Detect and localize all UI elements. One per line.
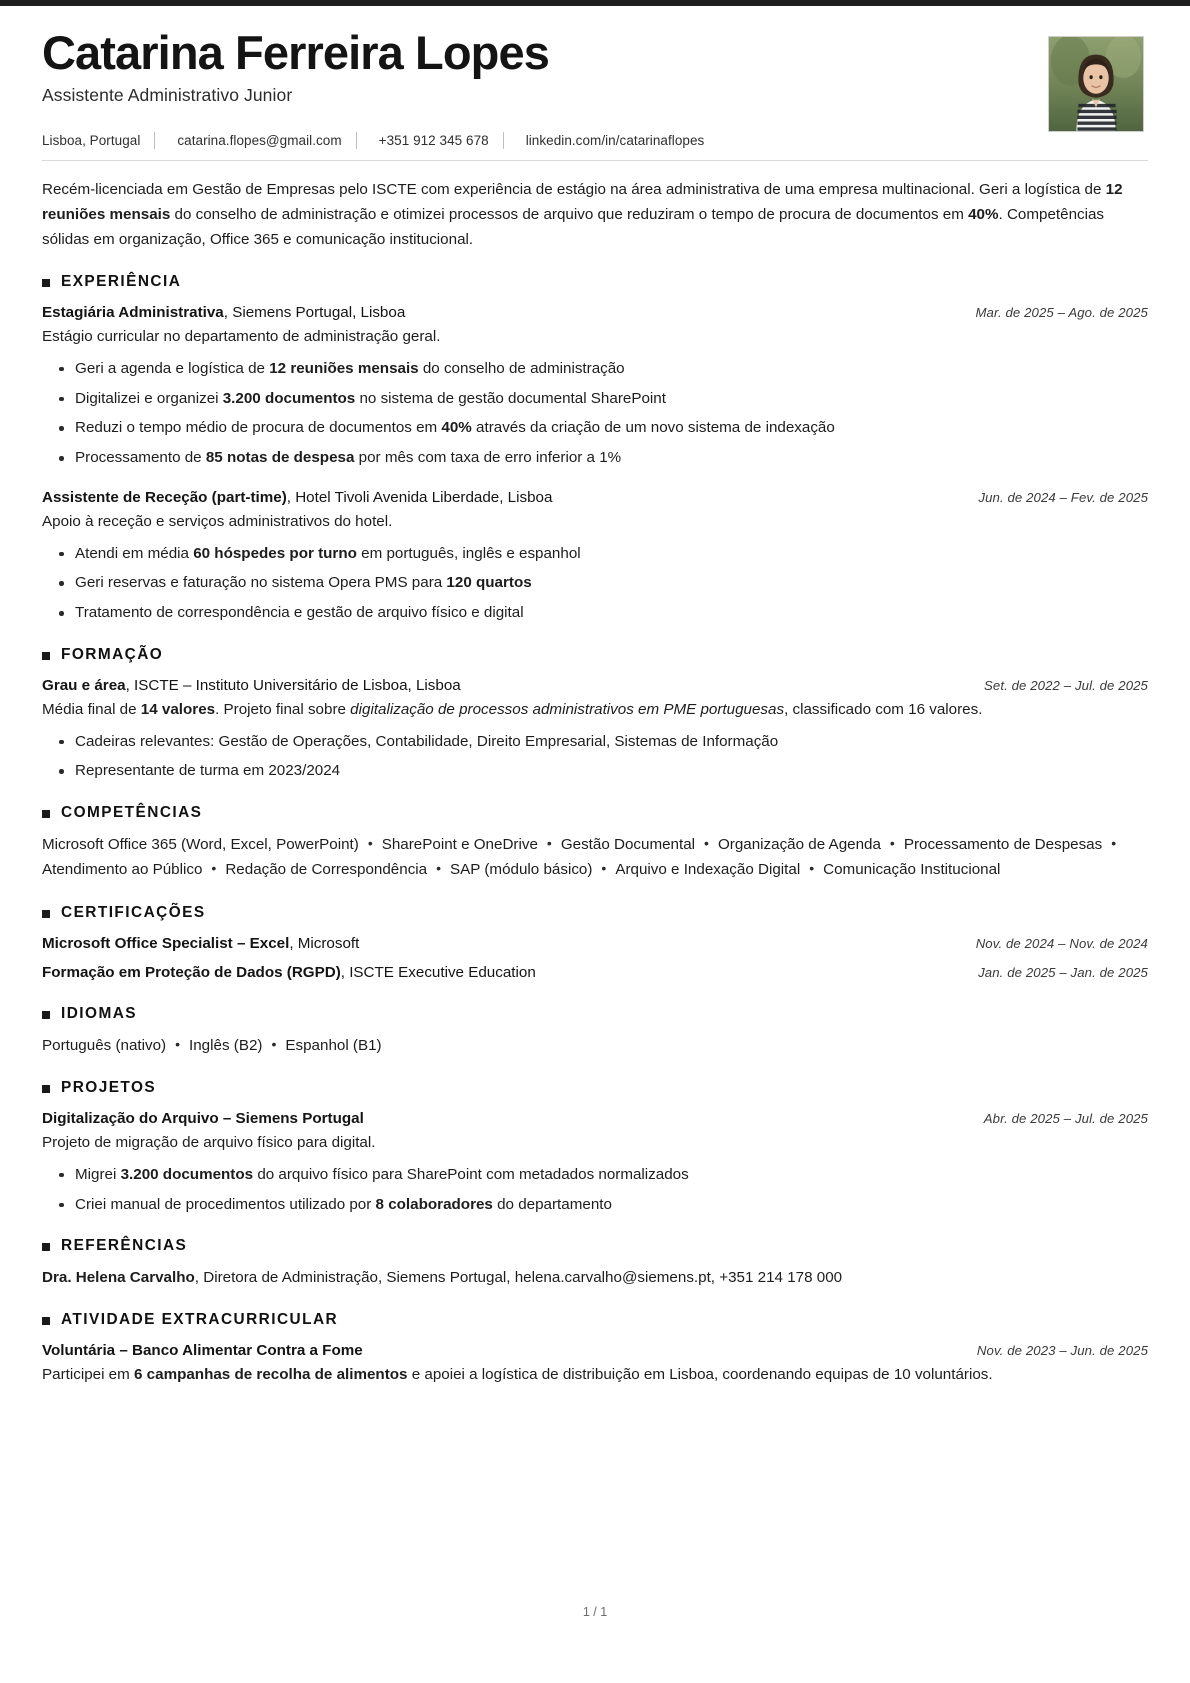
list-item xyxy=(73,1194,1148,1217)
experience-entry-header xyxy=(42,302,1148,324)
extracurricular-name-line xyxy=(42,1340,363,1362)
contact-divider xyxy=(154,132,155,149)
bullet-text-end: do arquivo físico para SharePoint com metadados normalizados xyxy=(253,1165,689,1183)
skill-item: Organização de Agenda xyxy=(717,836,881,854)
contact-divider xyxy=(356,132,357,149)
separator-dot-icon: • xyxy=(546,835,552,852)
bullet-text-end: por mês com taxa de erro inferior a 1% xyxy=(354,449,622,467)
separator-dot-icon: • xyxy=(436,859,442,876)
summary-highlight-1: 12 reuniões mensais xyxy=(42,181,1123,223)
skill-item: SharePoint e OneDrive xyxy=(381,836,538,854)
bullet-text: Geri a agenda e logística de xyxy=(75,359,270,377)
language-item: Português (nativo) xyxy=(42,1036,167,1054)
bullet-text-end: no sistema de gestão documental SharePoint xyxy=(355,389,666,407)
bullet-text: Reduzi o tempo médio de procura de documentos em xyxy=(75,419,442,437)
language-item: Espanhol (B1) xyxy=(285,1036,382,1054)
experience-role: Assistente de Receção (part-time) xyxy=(42,489,287,507)
extracurricular-desc-1: Participei em xyxy=(42,1365,135,1383)
list-item: Cadeiras relevantes: Gestão de Operações, Contabilidade, Direito Empresarial, Sistemas de Informação xyxy=(73,731,1148,754)
certification-name-line xyxy=(42,933,359,955)
list-item xyxy=(73,543,1148,566)
education-desc-3: , classificado com 16 valores. xyxy=(784,701,983,719)
skill-item: Gestão Documental xyxy=(560,836,696,854)
skills-list xyxy=(42,833,1148,882)
experience-role-line xyxy=(42,487,552,509)
extracurricular-entry-header xyxy=(42,1340,1148,1362)
bullet-text: Atendi em média xyxy=(75,544,194,562)
project-name-line xyxy=(42,1108,364,1130)
summary-text-1: Recém-licenciada em Gestão de Empresas pelo ISCTE com experiência de estágio na área administrativa de uma empresa multinacional. Geri a logística de xyxy=(42,181,1106,198)
certification-issuer: , ISCTE Executive Education xyxy=(340,963,536,981)
contact-divider xyxy=(503,132,504,149)
bullet-text: Tratamento de correspondência e gestão de arquivo físico e digital xyxy=(75,604,524,622)
skill-item: Redação de Correspondência xyxy=(225,860,428,878)
page-footer xyxy=(0,1605,1190,1619)
square-bullet-icon xyxy=(42,1085,50,1093)
separator-dot-icon: • xyxy=(809,859,815,876)
bullet-highlight: 3.200 documentos xyxy=(222,389,356,407)
list-item xyxy=(73,602,1148,625)
experience-entry xyxy=(42,487,1148,625)
experience-company: , Hotel Tivoli Avenida Liberdade, Lisboa xyxy=(286,489,553,507)
reference-name: Dra. Helena Carvalho xyxy=(42,1269,195,1287)
section-heading-label: ATIVIDADE EXTRACURRICULAR xyxy=(61,1310,339,1328)
bullet-text: Criei manual de procedimentos utilizado por xyxy=(75,1195,376,1213)
experience-description: Apoio à receção e serviços administrativos do hotel. xyxy=(42,513,393,531)
square-bullet-icon xyxy=(42,1243,50,1251)
education-entry xyxy=(42,675,1148,783)
bullet-text-end: em português, inglês e espanhol xyxy=(356,544,581,562)
experience-description: Estágio curricular no departamento de administração geral. xyxy=(42,328,441,346)
professional-summary xyxy=(42,178,1148,252)
extracurricular-date: Nov. de 2023 – Jun. de 2025 xyxy=(976,1342,1148,1358)
extracurricular-name: Voluntária – Banco Alimentar Contra a Fome xyxy=(42,1341,363,1359)
reference-details: , Diretora de Administração, Siemens Portugal, helena.carvalho@siemens.pt, +351 214 178 000 xyxy=(194,1269,843,1287)
extracurricular-desc-2: e apoiei a logística de distribuição em Lisboa, coordenando equipas de 10 voluntários. xyxy=(407,1365,993,1383)
section-languages xyxy=(42,1005,1148,1059)
bullet-highlight: 40% xyxy=(441,419,472,437)
job-headline: Assistente Administrativo Junior xyxy=(42,84,293,105)
education-degree: Grau e área xyxy=(42,677,126,695)
section-extracurricular xyxy=(42,1311,1148,1387)
certification-name-line xyxy=(42,962,536,984)
resume-header xyxy=(42,28,1148,132)
separator-dot-icon: • xyxy=(1111,835,1117,852)
skill-item: Atendimento ao Público xyxy=(42,860,203,878)
section-heading-label: CERTIFICAÇÕES xyxy=(61,903,206,921)
section-skills xyxy=(42,804,1148,882)
extracurricular-highlight: 6 campanhas de recolha de alimentos xyxy=(134,1365,408,1383)
project-description: Projeto de migração de arquivo físico para digital. xyxy=(42,1134,376,1152)
list-item: Representante de turma em 2023/2024 xyxy=(73,760,1148,783)
square-bullet-icon xyxy=(42,810,50,818)
list-item xyxy=(73,1164,1148,1187)
section-heading-skills xyxy=(42,804,1148,822)
experience-date: Jun. de 2024 – Fev. de 2025 xyxy=(978,490,1148,506)
bullet-text: Migrei xyxy=(75,1165,121,1183)
experience-role-line xyxy=(42,302,405,324)
experience-role: Estagiária Administrativa xyxy=(42,304,224,322)
square-bullet-icon xyxy=(42,910,50,918)
list-item xyxy=(73,572,1148,595)
experience-bullet-list xyxy=(42,358,1148,470)
education-date: Set. de 2022 – Jul. de 2025 xyxy=(983,678,1148,694)
section-heading-label: PROJETOS xyxy=(61,1079,157,1097)
education-description xyxy=(42,698,1148,722)
section-heading-education xyxy=(42,646,1148,664)
header-text-block xyxy=(42,28,1048,124)
contact-email[interactable]: catarina.flopes@gmail.com xyxy=(177,133,342,148)
avatar xyxy=(1048,36,1144,132)
separator-dot-icon: • xyxy=(367,835,373,852)
section-heading-references xyxy=(42,1237,1148,1255)
languages-list xyxy=(42,1034,1148,1059)
list-item xyxy=(73,388,1148,411)
experience-date: Mar. de 2025 – Ago. de 2025 xyxy=(975,305,1148,321)
education-entry-header xyxy=(42,675,1148,697)
square-bullet-icon xyxy=(42,1317,50,1325)
experience-company: , Siemens Portugal, Lisboa xyxy=(223,304,406,322)
certification-name: Microsoft Office Specialist – Excel xyxy=(42,934,290,952)
square-bullet-icon xyxy=(42,1011,50,1019)
section-heading-label: FORMAÇÃO xyxy=(61,646,164,664)
bullet-text: Digitalizei e organizei xyxy=(75,389,223,407)
separator-dot-icon: • xyxy=(175,1035,181,1052)
summary-text-3: . Competências sólidas em organização, Office 365 e comunicação institucional. xyxy=(42,205,1105,248)
certification-name: Formação em Proteção de Dados (RGPD) xyxy=(42,963,341,981)
extracurricular-entry xyxy=(42,1340,1148,1387)
project-name: Digitalização do Arquivo – Siemens Portugal xyxy=(42,1110,364,1128)
separator-dot-icon: • xyxy=(271,1035,277,1052)
project-entry xyxy=(42,1108,1148,1216)
section-heading-experience xyxy=(42,273,1148,291)
section-education xyxy=(42,646,1148,783)
project-entry-header xyxy=(42,1108,1148,1130)
contact-bar xyxy=(42,132,1148,161)
certification-date: Nov. de 2024 – Nov. de 2024 xyxy=(975,935,1148,951)
education-bullet-list xyxy=(42,731,1148,784)
skill-item: SAP (módulo básico) xyxy=(450,860,593,878)
bullet-highlight: 120 quartos xyxy=(446,574,532,592)
page-number: 1 / 1 xyxy=(582,1605,608,1619)
education-desc-1: Média final de xyxy=(42,701,141,719)
extracurricular-description xyxy=(42,1363,1148,1387)
experience-entry-header xyxy=(42,487,1148,509)
experience-entry xyxy=(42,302,1148,470)
education-degree-line xyxy=(42,675,461,697)
certification-row xyxy=(42,933,1148,955)
section-heading-projects xyxy=(42,1079,1148,1097)
separator-dot-icon: • xyxy=(211,859,217,876)
separator-dot-icon: • xyxy=(704,835,709,852)
list-item xyxy=(73,358,1148,381)
skill-item: Processamento de Despesas xyxy=(903,836,1103,854)
section-heading-extracurricular xyxy=(42,1311,1148,1329)
project-date: Abr. de 2025 – Jul. de 2025 xyxy=(983,1111,1148,1127)
education-desc-2: . Projeto final sobre xyxy=(215,701,351,719)
education-thesis-title: digitalização de processos administrativos em PME portuguesas xyxy=(350,701,785,719)
section-projects xyxy=(42,1079,1148,1216)
summary-highlight-2: 40% xyxy=(968,205,999,223)
contact-location: Lisboa, Portugal xyxy=(42,133,141,148)
section-certifications xyxy=(42,904,1148,984)
separator-dot-icon: • xyxy=(601,859,607,876)
skill-item: Microsoft Office 365 (Word, Excel, PowerPoint) xyxy=(42,836,359,854)
list-item xyxy=(73,447,1148,470)
section-experience xyxy=(42,273,1148,625)
bullet-text: Geri reservas e faturação no sistema Opera PMS para xyxy=(75,574,447,592)
section-heading-label: EXPERIÊNCIA xyxy=(61,273,182,291)
square-bullet-icon xyxy=(42,279,50,287)
skill-item: Comunicação Institucional xyxy=(823,860,1001,878)
experience-bullet-list xyxy=(42,543,1148,625)
contact-phone[interactable]: +351 912 345 678 xyxy=(378,133,489,148)
education-institution: , ISCTE – Instituto Universitário de Lisboa, Lisboa xyxy=(125,677,461,695)
project-bullet-list xyxy=(42,1164,1148,1217)
separator-dot-icon: • xyxy=(889,835,895,852)
bullet-highlight: 12 reuniões mensais xyxy=(269,359,419,377)
skill-item: Arquivo e Indexação Digital xyxy=(615,860,801,878)
bullet-text: Processamento de xyxy=(75,449,206,467)
section-heading-label: IDIOMAS xyxy=(61,1004,137,1022)
section-heading-label: COMPETÊNCIAS xyxy=(61,804,203,822)
page-title: Catarina Ferreira Lopes xyxy=(42,26,549,79)
list-item xyxy=(73,417,1148,440)
certification-row xyxy=(42,962,1148,984)
section-heading-label: REFERÊNCIAS xyxy=(61,1237,188,1255)
certification-date: Jan. de 2025 – Jan. de 2025 xyxy=(978,964,1148,980)
bullet-highlight: 85 notas de despesa xyxy=(205,449,355,467)
portrait-photo-icon xyxy=(1049,37,1143,131)
section-references xyxy=(42,1237,1148,1290)
summary-text-2: do conselho de administração e otimizei processos de arquivo que reduziram o tempo de procura de documentos em xyxy=(170,205,969,223)
bullet-highlight: 8 colaboradores xyxy=(375,1195,493,1213)
bullet-text-end: do departamento xyxy=(492,1195,612,1213)
bullet-highlight: 3.200 documentos xyxy=(120,1165,254,1183)
reference-line xyxy=(42,1266,1148,1290)
certification-issuer: , Microsoft xyxy=(289,934,360,952)
bullet-highlight: 60 hóspedes por turno xyxy=(193,544,357,562)
bullet-text-end: através da criação de um novo sistema de indexação xyxy=(471,419,835,437)
education-grade: 14 valores xyxy=(140,701,216,719)
bullet-text-end: do conselho de administração xyxy=(418,359,625,377)
resume-page xyxy=(0,6,1190,1387)
contact-linkedin[interactable]: linkedin.com/in/catarinaflopes xyxy=(525,133,705,148)
square-bullet-icon xyxy=(42,652,50,660)
language-item: Inglês (B2) xyxy=(189,1036,263,1054)
section-heading-certifications xyxy=(42,904,1148,922)
section-heading-languages xyxy=(42,1005,1148,1023)
